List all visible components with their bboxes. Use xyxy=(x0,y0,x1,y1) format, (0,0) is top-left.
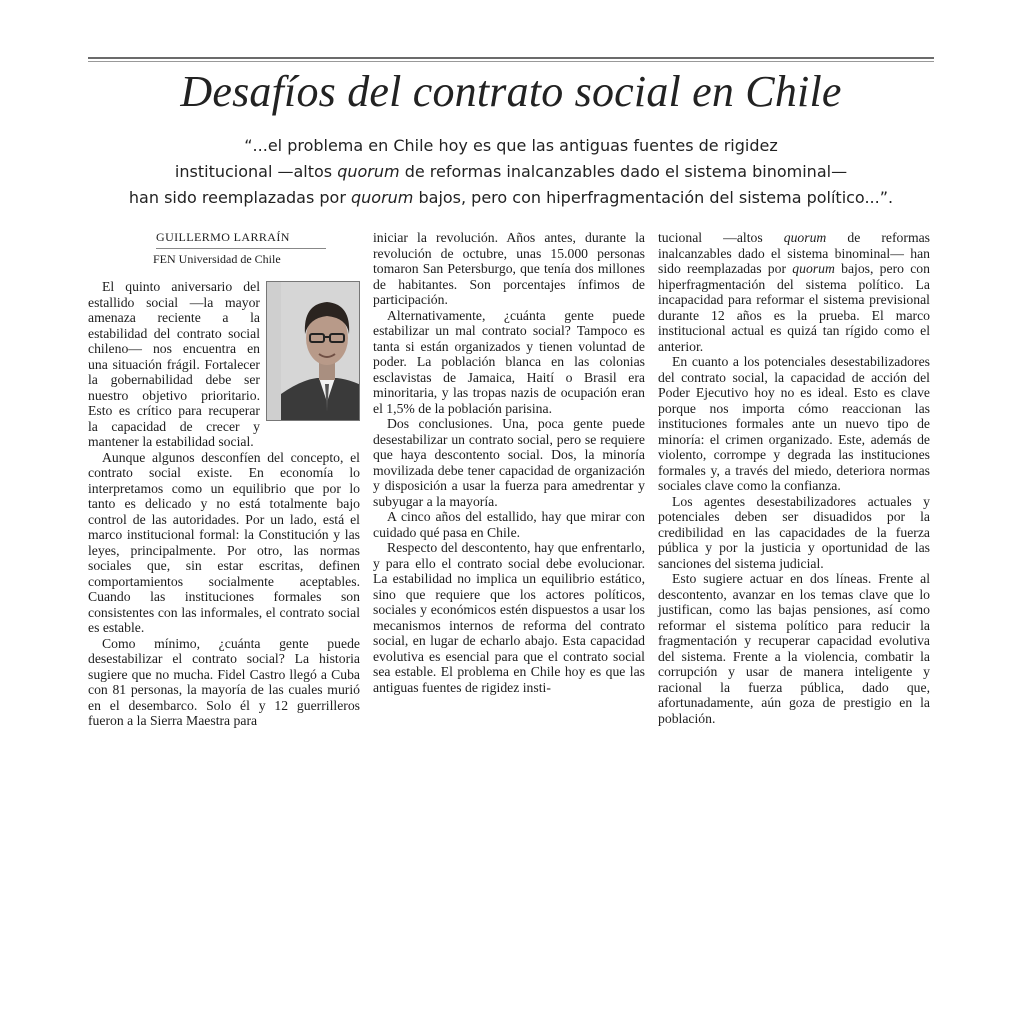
byline xyxy=(88,230,360,267)
paragraph: A cinco años del estallido, hay que mirar con cuidado qué pasa en Chile. xyxy=(373,509,645,540)
paragraph: Respecto del descontento, hay que enfrentarlo, y para ello el contrato social debe evolucionar. La estabilidad no implica un equilibrio estático, sino que requiere que los actores políticos, sociales y económicos estén dispuestos a usar los mecanismos internos de reforma del contrato social, en lugar de echarlo abajo. Esta capacidad evolutiva es esencial para que el contrato social sea estable. El problema en Chile hoy es que las antiguas fuentes de rigidez insti- xyxy=(373,540,645,695)
paragraph: Aunque algunos desconfíen del concepto, el contrato social existe. En economía lo interpretamos como un equilibrio que por lo tanto es delicado y no está totalmente bajo control de las autoridades. Por un lado, está el marco institucional formal: la Constitución y las leyes, principalmente. Por otro, las normas sociales que, sin estar escritas, definen comportamientos socialmente aceptables. Cuando las instituciones formales son consistentes con las informales, el contrato social es estable. xyxy=(88,449,360,635)
paragraph: Los agentes desestabilizadores actuales y potenciales deben ser disuadidos por la credibilidad en las capacidades de la fuerza pública y por la justicia y oportunidad de las sanciones del sistema judicial. xyxy=(658,493,930,571)
article-title: Desafíos del contrato social en Chile xyxy=(180,67,842,116)
top-rule-thin xyxy=(88,61,934,62)
paragraph: tucional —altos quorum de reformas inalcanzables dado el sistema binominal— han sido reemplazadas por quorum bajos, pero con hiperfragmentación del sistema político. La incapacidad para reformar el sistema previsional durante 12 años es la prueba. El marco institucional actual es quizá tan rígido como el anterior. xyxy=(658,230,930,354)
paragraph: Alternativamente, ¿cuánta gente puede estabilizar un mal contrato social? Tampoco es tanta si están organizados y tienen voluntad de poder. La población blanca en las colonias esclavistas de Jamaica, Haití o Brasil era minoritaria, y las tropas nazis de ocupación eran el 1,5% de la población parisina. xyxy=(373,307,645,416)
paragraph: iniciar la revolución. Años antes, durante la revolución de octubre, unas 15.000 personas tomaron San Petersburgo, que tenía dos millones de habitantes. Son porcentajes ínfimos de participación. xyxy=(373,230,645,307)
author-name: GUILLERMO LARRAÍN xyxy=(156,230,326,249)
top-rule xyxy=(88,57,934,59)
paragraph: En cuanto a los potenciales desestabilizadores del contrato social, la capacidad de acción del Poder Ejecutivo hoy no es ideal. Esto es clave porque nos importa cómo reaccionan las instituciones formales ante un nuevo tipo de minoría: el crimen organizado. Este, además de violento, corrompe y degrada las instituciones formales y, a través del miedo, deteriora normas sociales clave como la confianza. xyxy=(658,354,930,493)
paragraph: Esto sugiere actuar en dos líneas. Frente al descontento, avanzar en los temas clave que lo justifican, como las bajas pensiones, así como reformar el sistema político para reducir la fragmentación y recuperar capacidad evolutiva del sistema. Frente a la violencia, combatir la corrupción y usar de manera inteligente y racional la fuerza pública, dado que, afortunadamente, aún goza de prestigio en la población. xyxy=(658,571,930,726)
pull-quote-line-2: institucional —altos quorum de reformas inalcanzables dado el sistema binominal— xyxy=(174,162,848,181)
article-column-2 xyxy=(373,230,645,695)
article-column-1 xyxy=(88,230,360,729)
pull-quote-line-3: han sido reemplazadas por quorum bajos, pero con hiperfragmentación del sistema político...”. xyxy=(128,188,894,207)
paragraph: Dos conclusiones. Una, poca gente puede desestabilizar un contrato social, pero se requiere que haya descontento social. Dos, la minoría movilizada debe tener capacidad de organización y disposición a usar la fuerza para amedrentar y subyugar a la mayoría. xyxy=(373,416,645,509)
author-photo xyxy=(266,281,360,421)
article-column-3 xyxy=(658,230,930,726)
pull-quote xyxy=(88,133,934,211)
pull-quote-line-1: “...el problema en Chile hoy es que las antiguas fuentes de rigidez xyxy=(244,136,778,155)
author-affiliation: FEN Universidad de Chile xyxy=(153,251,281,266)
paragraph: Como mínimo, ¿cuánta gente puede desestabilizar el contrato social? La historia sugiere que no mucha. Fidel Castro llegó a Cuba con 81 personas, la mayoría de las cuales murió en el desembarco. Solo él y 12 guerrilleros fueron a la Sierra Maestra para xyxy=(88,635,360,728)
paragraph: El quinto aniversario del estallido social —la mayor amenaza reciente a la estabilidad del contrato social chileno— nos encuentra en una situación frágil. Fortalecer la gobernabilidad debe ser nuestro objetivo prioritario. Esto es crítico para recuperar la capacidad de crecer y mantener la estabilidad social. xyxy=(88,279,360,450)
